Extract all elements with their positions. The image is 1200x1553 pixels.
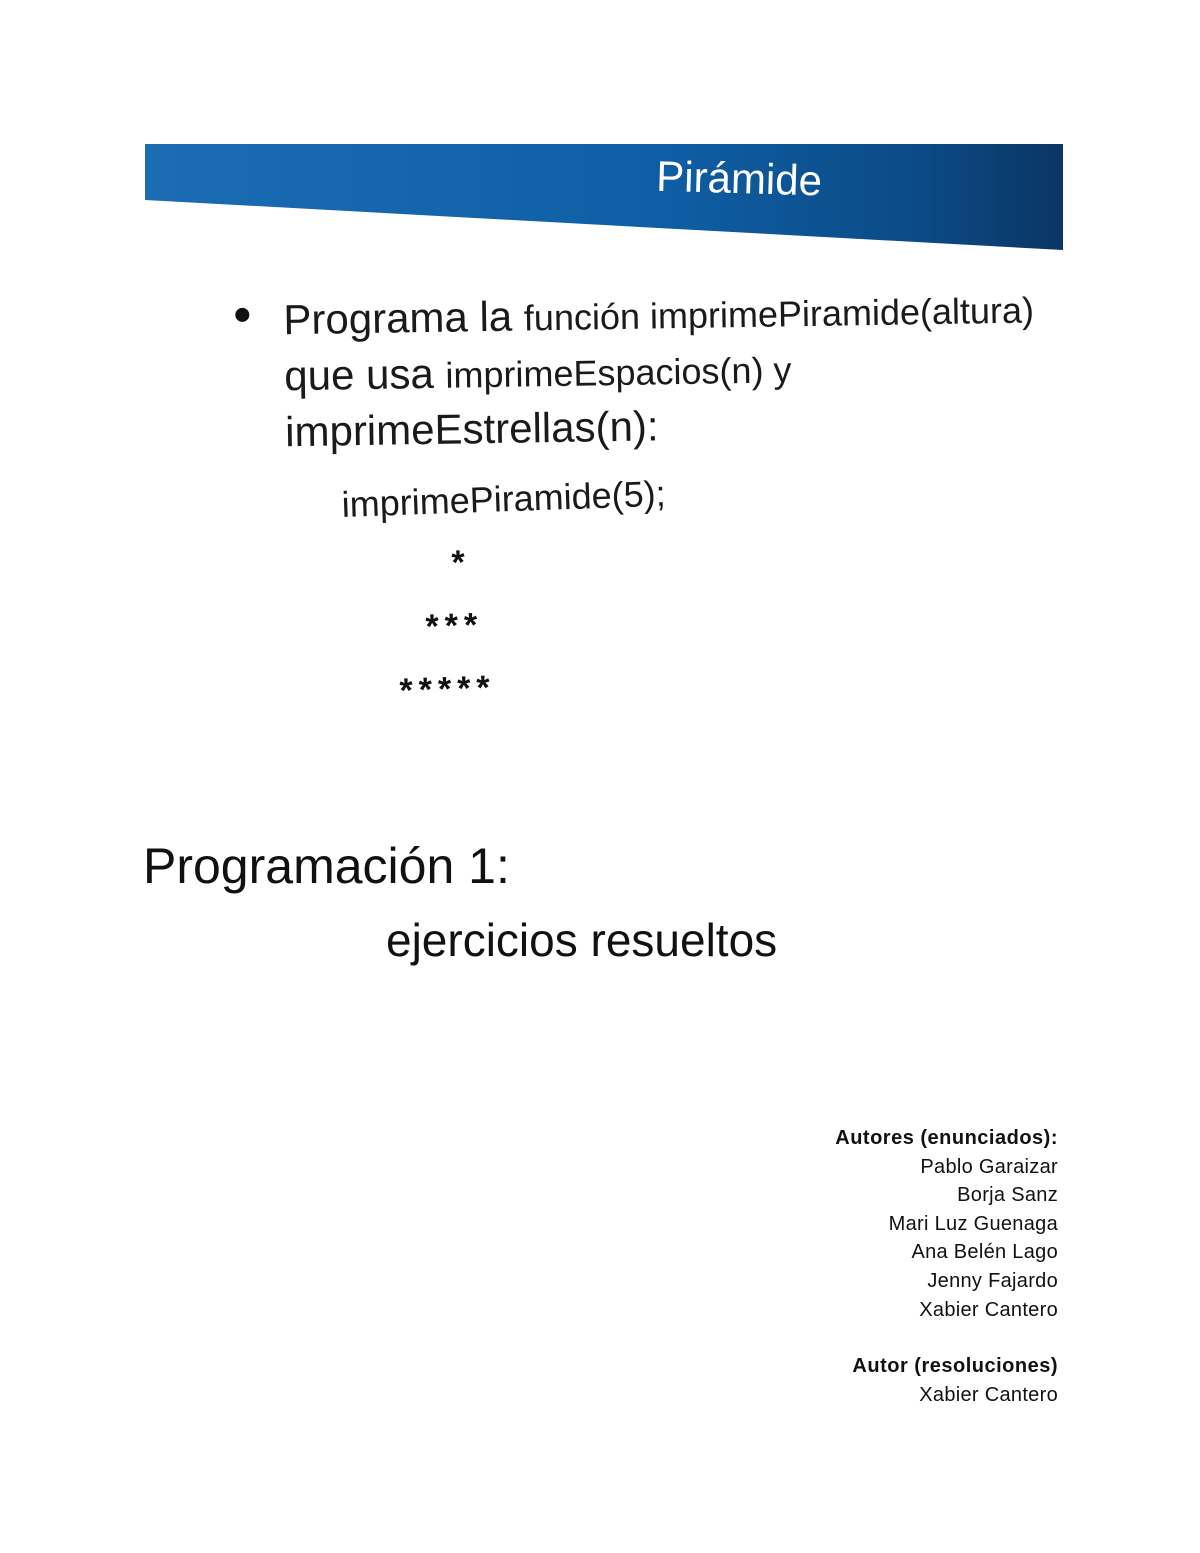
bullet-line-3: imprimeEstrellas(n): [284,402,659,456]
pyramid-row-1: * [451,543,472,582]
document-subtitle: ejercicios resueltos [386,914,778,966]
code-example: imprimePiramide(5); [341,472,667,525]
statements-authors-heading: Autores (enunciados): [835,1127,1058,1149]
slide-bullet [235,281,1063,456]
banner-shape [145,144,1063,254]
document-title: Programación 1: [143,838,510,894]
author-name: Borja Sanz [957,1184,1058,1207]
solutions-author-heading: Autor (resoluciones) [852,1355,1058,1378]
author-name: Jenny Fajardo [927,1269,1058,1292]
pyramid-row-3: ***** [399,668,497,710]
pyramid-row-2: *** [425,605,484,646]
author-name: Xabier Cantero [919,1383,1058,1406]
slide-title: Pirámide [655,152,823,205]
author-name: Mari Luz Guenaga [888,1212,1058,1235]
spacer [658,1324,1058,1352]
slide-banner [145,144,1063,254]
author-name: Pablo Garaizar [920,1155,1058,1178]
author-name: Xabier Cantero [919,1298,1058,1321]
bullet-dot-icon [235,308,249,322]
bullet-line-1: Programa la función imprimePiramide(altura) [283,289,1035,344]
bullet-line-2: que usa imprimeEspacios(n) y [283,349,792,400]
slide-image [145,144,1063,744]
authors-block [658,1124,1058,1409]
bullet-text [283,281,1063,459]
author-name: Ana Belén Lago [911,1241,1058,1264]
